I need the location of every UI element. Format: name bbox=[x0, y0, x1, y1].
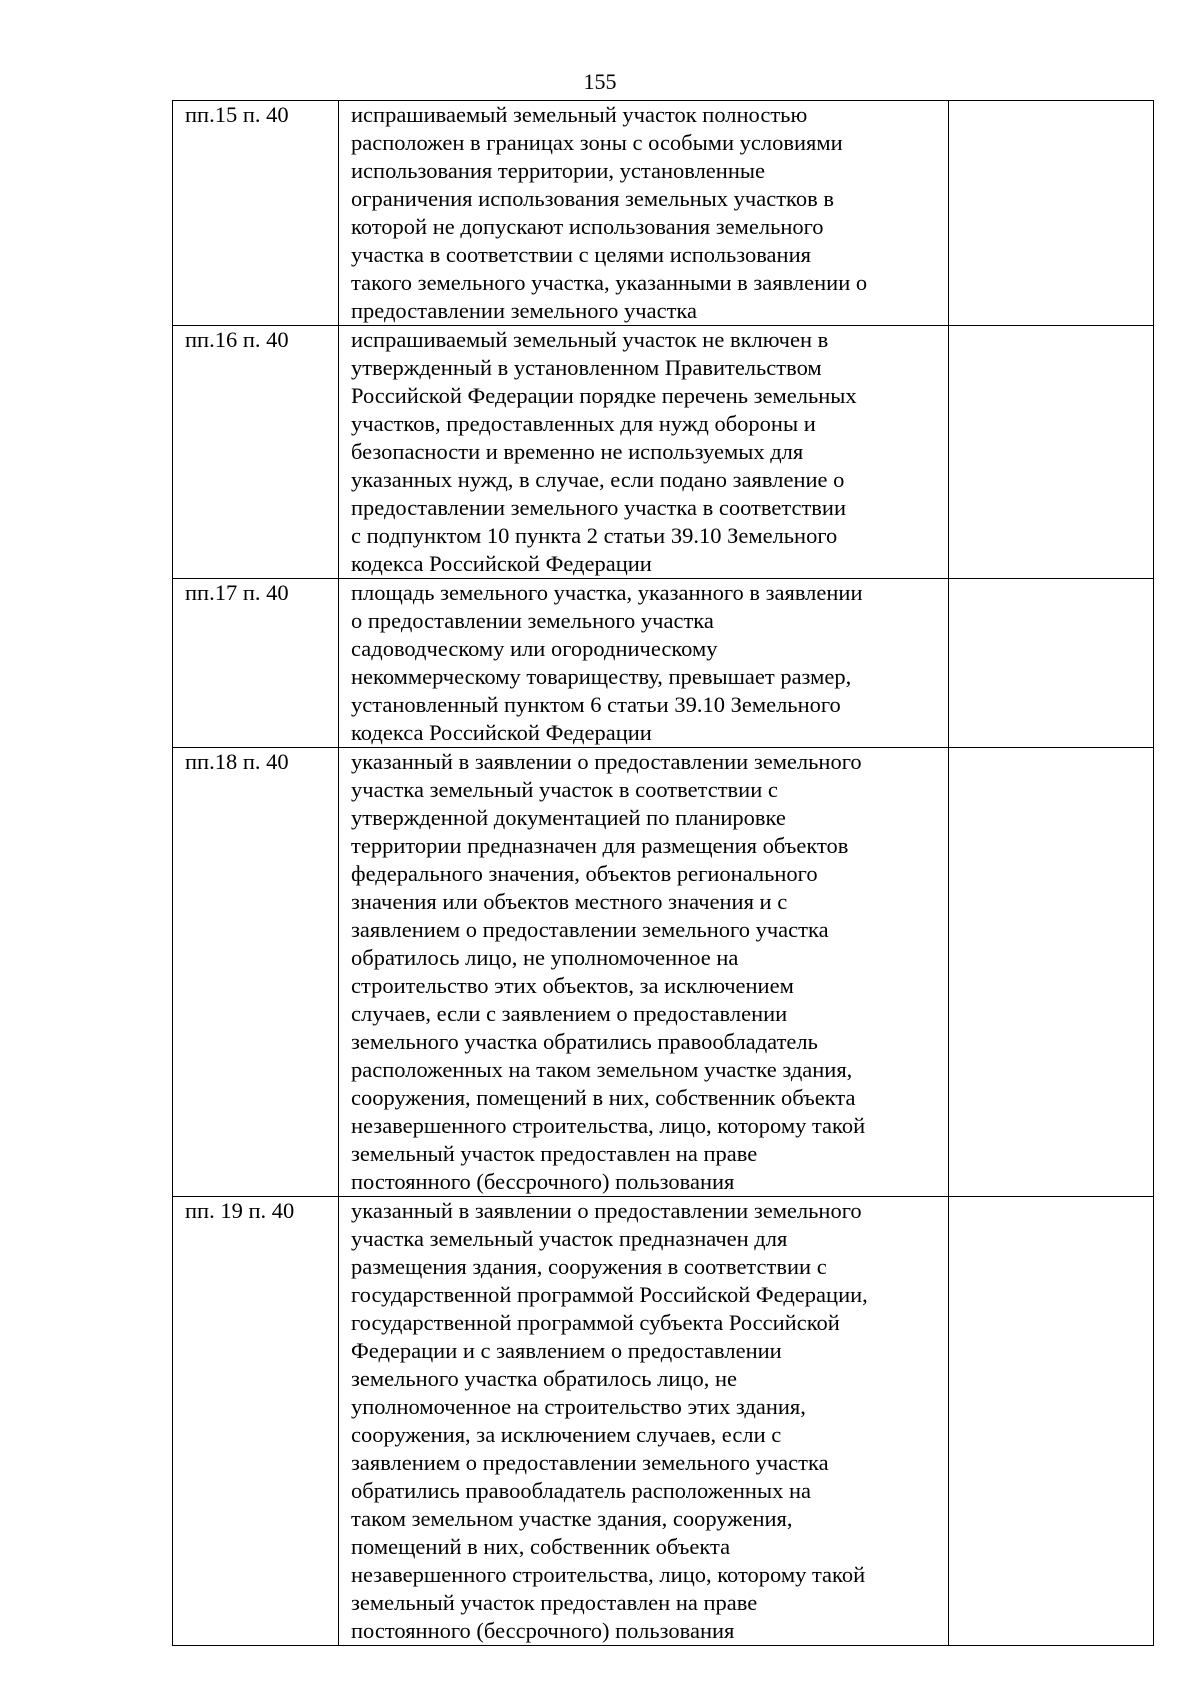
table-row bbox=[173, 1197, 1154, 1646]
explanation-cell bbox=[949, 326, 1154, 579]
text-line: таком земельном участке здания, сооружения, bbox=[351, 1506, 793, 1531]
text-line: безопасности и временно не используемых для bbox=[351, 439, 804, 464]
text-line: земельный участок предоставлен на праве bbox=[351, 1141, 758, 1166]
grounds-table bbox=[172, 100, 1154, 1646]
table-row bbox=[173, 579, 1154, 748]
text-line: такого земельного участка, указанными в заявлении о bbox=[351, 270, 868, 295]
text-line: использования территории, установленные bbox=[351, 158, 765, 183]
page-number: 155 bbox=[583, 69, 617, 94]
text-line: значения или объектов местного значения и с bbox=[351, 889, 788, 914]
text-line: размещения здания, сооружения в соответствии с bbox=[351, 1254, 827, 1279]
text-line: утвержденной документацией по планировке bbox=[351, 805, 786, 830]
clause-reference: пп.18 п. 40 bbox=[173, 748, 339, 1197]
text-line: указанных нужд, в случае, если подано заявление о bbox=[351, 467, 845, 492]
text-line: незавершенного строительства, лицо, которому такой bbox=[351, 1562, 866, 1587]
refusal-ground-text bbox=[339, 1197, 949, 1646]
text-line: расположен в границах зоны с особыми условиями bbox=[351, 130, 843, 155]
text-line: заявлением о предоставлении земельного участка bbox=[351, 917, 829, 942]
text-line: площадь земельного участка, указанного в заявлении bbox=[351, 580, 863, 605]
text-line: указанный в заявлении о предоставлении земельного bbox=[351, 749, 862, 774]
text-line: испрашиваемый земельный участок не включен в bbox=[351, 327, 829, 352]
table-row bbox=[173, 326, 1154, 579]
text-line: участков, предоставленных для нужд обороны и bbox=[351, 411, 816, 436]
explanation-cell bbox=[949, 748, 1154, 1197]
text-line: которой не допускают использования земельного bbox=[351, 214, 824, 239]
text-line: сооружения, за исключением случаев, если с bbox=[351, 1422, 782, 1447]
text-line: строительство этих объектов, за исключением bbox=[351, 973, 794, 998]
text-line: садоводческому или огородническому bbox=[351, 636, 718, 661]
text-line: случаев, если с заявлением о предоставлении bbox=[351, 1001, 788, 1026]
clause-reference: пп. 19 п. 40 bbox=[173, 1197, 339, 1646]
text-line: кодекса Российской Федерации bbox=[351, 551, 652, 576]
text-line: участка земельный участок в соответствии с bbox=[351, 777, 778, 802]
refusal-ground-text bbox=[339, 579, 949, 748]
table-row bbox=[173, 748, 1154, 1197]
explanation-cell bbox=[949, 1197, 1154, 1646]
text-line: Федерации и с заявлением о предоставлении bbox=[351, 1338, 782, 1363]
text-line: утвержденный в установленном Правительством bbox=[351, 355, 822, 380]
text-line: некоммерческому товариществу, превышает размер, bbox=[351, 664, 852, 689]
text-line: с подпунктом 10 пункта 2 статьи 39.10 Земельного bbox=[351, 523, 838, 548]
text-line: федерального значения, объектов регионального bbox=[351, 861, 818, 886]
text-line: территории предназначен для размещения объектов bbox=[351, 833, 849, 858]
text-line: земельного участка обратилось лицо, не bbox=[351, 1366, 737, 1391]
refusal-ground-text bbox=[339, 326, 949, 579]
text-line: государственной программой субъекта Российской bbox=[351, 1310, 840, 1335]
text-line: расположенных на таком земельном участке здания, bbox=[351, 1057, 853, 1082]
text-line: участка земельный участок предназначен для bbox=[351, 1226, 788, 1251]
text-line: земельный участок предоставлен на праве bbox=[351, 1590, 758, 1615]
text-line: ограничения использования земельных участков в bbox=[351, 186, 834, 211]
refusal-ground-text bbox=[339, 748, 949, 1197]
text-line: предоставлении земельного участка в соответствии bbox=[351, 495, 846, 520]
text-line: обратилось лицо, не уполномоченное на bbox=[351, 945, 739, 970]
text-line: незавершенного строительства, лицо, которому такой bbox=[351, 1113, 866, 1138]
text-line: постоянного (бессрочного) пользования bbox=[351, 1169, 735, 1194]
text-line: земельного участка обратились правообладатель bbox=[351, 1029, 818, 1054]
text-line: испрашиваемый земельный участок полностью bbox=[351, 102, 808, 127]
text-line: указанный в заявлении о предоставлении земельного bbox=[351, 1198, 862, 1223]
text-line: заявлением о предоставлении земельного участка bbox=[351, 1450, 829, 1475]
text-line: Российской Федерации порядке перечень земельных bbox=[351, 383, 857, 408]
text-line: установленный пунктом 6 статьи 39.10 Земельного bbox=[351, 692, 841, 717]
text-line: государственной программой Российской Федерации, bbox=[351, 1282, 868, 1307]
text-line: предоставлении земельного участка bbox=[351, 298, 697, 323]
text-line: участка в соответствии с целями использования bbox=[351, 242, 811, 267]
table-row bbox=[173, 101, 1154, 326]
text-line: помещений в них, собственник объекта bbox=[351, 1534, 731, 1559]
text-line: постоянного (бессрочного) пользования bbox=[351, 1618, 735, 1643]
text-line: обратились правообладатель расположенных на bbox=[351, 1478, 811, 1503]
text-line: кодекса Российской Федерации bbox=[351, 720, 652, 745]
explanation-cell bbox=[949, 579, 1154, 748]
text-line: уполномоченное на строительство этих здания, bbox=[351, 1394, 806, 1419]
explanation-cell bbox=[949, 101, 1154, 326]
refusal-ground-text bbox=[339, 101, 949, 326]
table-body bbox=[173, 101, 1154, 1646]
clause-reference: пп.15 п. 40 bbox=[173, 101, 339, 326]
text-line: о предоставлении земельного участка bbox=[351, 608, 714, 633]
clause-reference: пп.17 п. 40 bbox=[173, 579, 339, 748]
clause-reference: пп.16 п. 40 bbox=[173, 326, 339, 579]
text-line: сооружения, помещений в них, собственник объекта bbox=[351, 1085, 856, 1110]
